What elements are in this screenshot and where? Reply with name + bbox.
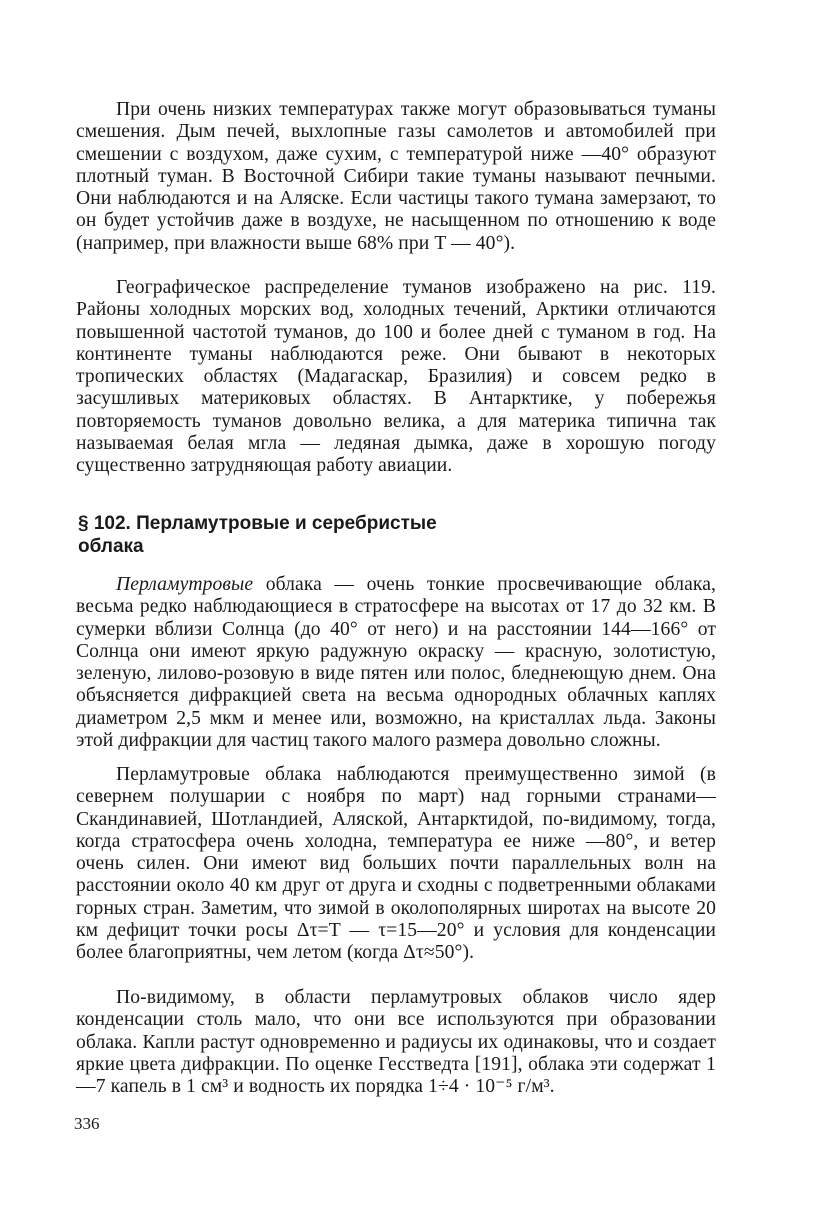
paragraph-fog-distribution bbox=[76, 277, 716, 478]
page-number: 336 bbox=[74, 1114, 100, 1133]
paragraph-nacreous-nuclei bbox=[76, 987, 716, 1098]
paragraph-rest: облака — очень тонкие просвечивающие облака, весьма редко наблюдающиеся в стратосфере на высотах от 17 до 32 км. В сумерки вблизи Солнца (до 40° от него) и на расстоянии 144—166° от Солнца они имеют яркую радужную окраску — красную, золотистую, зеленую, лилово-розовую в виде пятен или полос, бледнеющую днем. Она объясняется дифракцией света на весьма однородных облачных каплях диаметром 2,5 мкм и менее или, возможно, на кристаллах льда. Законы этой дифракции для частиц такого малого размера довольно сложны. bbox=[76, 574, 716, 752]
paragraph-text bbox=[76, 574, 716, 752]
paragraph-nacreous-definition bbox=[76, 574, 716, 752]
paragraph-text: Перламутровые облака наблюдаются преимущественно зимой (в севернем полушарии с ноября по март) над горными странами—Скандинавией, Шотландией, Аляской, Антарктидой, по-видимому, тогда, когда стратосфера очень холодна, температура ее ниже —80°, и ветер очень силен. Они имеют вид больших почти параллельных волн на расстоянии около 40 км друг от друга и сходны с подветренными облаками горных стран. Заметим, что зимой в околополярных широтах на высоте 20 км дефицит точки росы Δτ=T — τ=15—20° и условия для конденсации более благоприятны, чем летом (когда Δτ≈50°). bbox=[76, 764, 716, 964]
italic-term: Перламутровые bbox=[116, 574, 254, 595]
paragraph-text: При очень низких температурах также могут образовываться туманы смешения. Дым печей, выхлопные газы самолетов и автомобилей при смешении с воздухом, даже сухим, с температурой ниже —40° образуют плотный туман. В Восточной Сибири такие туманы называют печными. Они наблюдаются и на Аляске. Если частицы такого тумана замерзают, то он будет устойчив даже в воздухе, не насыщенном по отношению к воде (например, при влажности выше 68% при T — 40°). bbox=[76, 99, 716, 254]
section-heading: § 102. Перламутровые и серебристые облака bbox=[78, 513, 437, 557]
paragraph-text: Географическое распределение туманов изображено на рис. 119. Районы холодных морских вод, холодных течений, Арктики отличаются повышенной частотой туманов, до 100 и более дней с туманом в год. На континенте туманы наблюдаются реже. Они бывают в некоторых тропических областях (Мадагаскар, Бразилия) и совсем редко в засушливых материковых областях. В Антарктике, у побережья повторяемость туманов довольно велика, а для материка типична так называемая белая мгла — ледяная дымка, даже в хорошую погоду существенно затрудняющая работу авиации. bbox=[76, 277, 716, 477]
paragraph-fog-mixing bbox=[76, 99, 716, 255]
paragraph-nacreous-occurrence bbox=[76, 764, 716, 965]
paragraph-text: По-видимому, в области перламутровых облаков число ядер конденсации столь мало, что они все используются при образовании облака. Капли растут одновременно и радиусы их одинаковы, что и создает яркие цвета дифракции. По оценке Гесстведта [191], облака эти содержат 1—7 капель в 1 см³ и водность их порядка 1÷4 · 10⁻⁵ г/м³. bbox=[76, 987, 716, 1098]
